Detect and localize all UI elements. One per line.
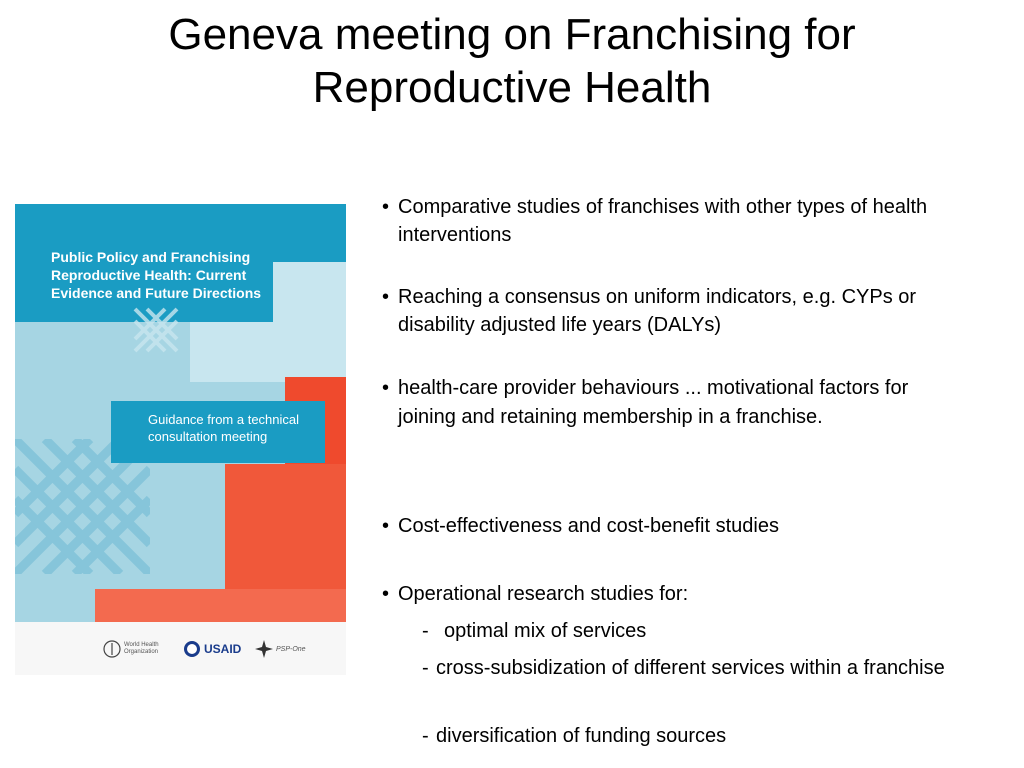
sub-bullet-marker: -	[422, 620, 429, 642]
slide-title	[0, 8, 1024, 114]
cover-title: Public Policy and Franchising Reproductive Health: Current Evidence and Future Directions	[51, 249, 262, 301]
sub-bullet-item	[422, 721, 962, 751]
usaid-logo-text: USAID	[204, 641, 242, 656]
who-logo	[103, 636, 162, 662]
bullet-marker: •	[382, 583, 390, 605]
psp-one-logo	[255, 636, 306, 662]
bullet-text: Operational research studies for:	[398, 583, 689, 605]
bullet-item	[382, 580, 952, 608]
cover-step	[190, 322, 346, 382]
bullet-item	[382, 512, 952, 540]
cover-subtitle: Guidance from a technical consultation meeting	[148, 412, 300, 444]
bullet-marker: •	[382, 196, 390, 218]
bullet-item	[382, 283, 952, 339]
who-emblem-icon	[103, 640, 121, 658]
usaid-logo	[183, 636, 241, 662]
sub-bullet-item	[422, 654, 952, 683]
sub-bullet-item	[422, 616, 962, 646]
bullet-text: Reaching a consensus on uniform indicators, e.g. CYPs or disability adjusted life years (DALYs)	[398, 286, 917, 336]
bullet-text: Cost-effectiveness and cost-benefit studies	[398, 515, 779, 537]
sub-bullet-text: diversification of funding sources	[436, 725, 727, 747]
bullet-item	[382, 374, 952, 432]
slide-title-line-1: Geneva meeting on Franchising for	[168, 10, 856, 59]
cover-logos	[15, 634, 346, 664]
sub-bullet-marker: -	[422, 657, 429, 679]
cover-cross-pattern	[133, 307, 179, 353]
sub-bullet-text: cross-subsidization of different services within a franchise	[436, 657, 945, 679]
sub-bullet-text: optimal mix of services	[444, 620, 647, 642]
who-logo-text: World Health Organization	[124, 642, 159, 655]
compass-star-icon	[255, 640, 273, 658]
cover-subtitle-box	[111, 401, 325, 463]
bullet-marker: •	[382, 286, 390, 308]
report-cover-image	[15, 204, 346, 675]
sub-bullet-marker: -	[422, 725, 429, 747]
psp-one-logo-text: PSP-One	[276, 645, 306, 653]
usaid-seal-icon	[183, 640, 201, 658]
bullet-marker: •	[382, 515, 390, 537]
bullet-marker: •	[382, 377, 390, 399]
bullet-item	[382, 193, 952, 249]
bullet-text: health-care provider behaviours ... motivational factors for joining and retaining membership in a franchise.	[398, 377, 909, 428]
bullet-text: Comparative studies of franchises with other types of health interventions	[398, 196, 928, 246]
slide-title-line-2: Reproductive Health	[312, 63, 712, 112]
